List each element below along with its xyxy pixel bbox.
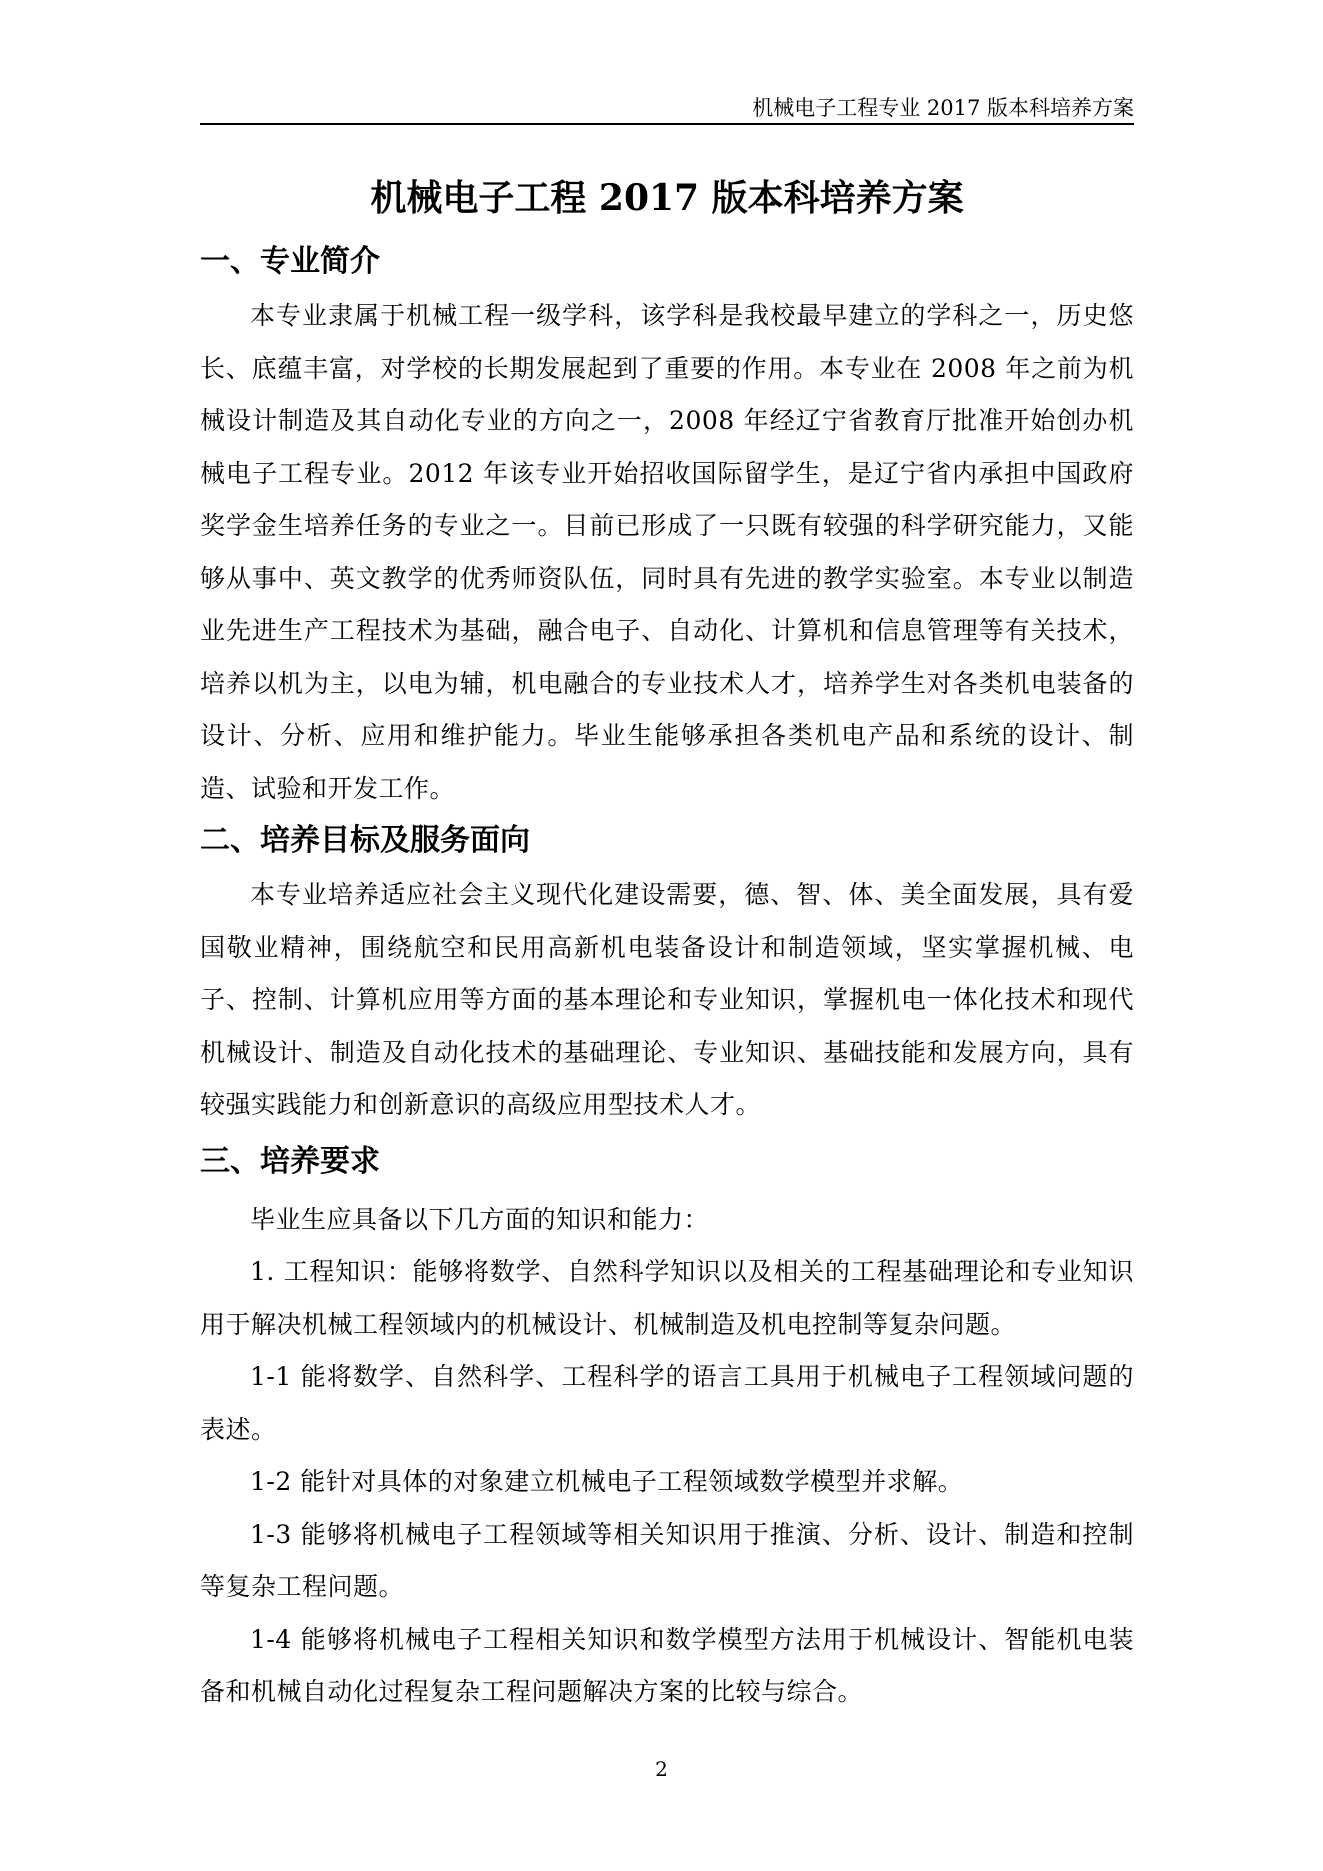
paragraph: 毕业生应具备以下几方面的知识和能力： [250,1204,710,1234]
paragraph: 本专业培养适应社会主义现代化建设需要，德、智、体、美全面发展，具有爱国敬业精神，围绕航空和民用高新机电装备设计和制造领域，坚实掌握机械、电子、控制、计算机应用等方面的基本理论和专业知识，掌握机电一体化技术和现代机械设计、制造及自动化技术的基础理论、专业知识、基础技能和发展方向，具有较强实践能力和创新意识的高级应用型技术人才。 [200,880,1134,1119]
section-requirements [200,1140,1134,1719]
page-title: 机械电子工程 2017 版本科培养方案 [370,177,964,219]
requirement-item: 1-2 能针对具体的对象建立机械电子工程领域数学模型并求解。 [250,1467,964,1496]
section-objectives [200,819,1134,1132]
section-heading: 三、培养要求 [200,1143,380,1179]
requirement-item: 1-1 能将数学、自然科学、工程科学的语言工具用于机械电子工程领域问题的表述。 [200,1362,1134,1444]
requirement-item: 1-3 能够将机械电子工程领域等相关知识用于推演、分析、设计、制造和控制等复杂工程问题。 [200,1519,1134,1601]
page-number: 2 [655,1757,668,1781]
paragraph: 本专业隶属于机械工程一级学科，该学科是我校最早建立的学科之一，历史悠长、底蕴丰富，对学校的长期发展起到了重要的作用。本专业在 2008 年之前为机械设计制造及其自动化专业的方向之一，2008 年经辽宁省教育厅批准开始创办机械电子工程专业。2012 年该专业开始招收国际留学生，是辽宁省内承担中国政府奖学金生培养任务的专业之一。目前已形成了一只既有较强的科学研究能力，又能够从事中、英文教学的优秀师资队伍，同时具有先进的教学实验室。本专业以制造业先进生产工程技术为基础，融合电子、自动化、计算机和信息管理等有关技术，培养以机为主，以电为辅，机电融合的专业技术人才，培养学生对各类机电装备的设计、分析、应用和维护能力。毕业生能够承担各类机电产品和系统的设计、制造、试验和开发工作。 [200,301,1134,803]
section-introduction [200,240,1134,815]
running-header: 机械电子工程专业 2017 版本科培养方案 [752,96,1134,120]
document-body [200,240,1134,1719]
requirement-item: 1. 工程知识：能够将数学、自然科学知识以及相关的工程基础理论和专业知识用于解决机械工程领域内的机械设计、机械制造及机电控制等复杂问题。 [200,1257,1134,1339]
section-heading: 一、专业简介 [200,244,380,279]
header-rule [200,123,1134,125]
section-heading: 二、培养目标及服务面向 [200,823,530,858]
requirement-item: 1-4 能够将机械电子工程相关知识和数学模型方法用于机械设计、智能机电装备和机械自动化过程复杂工程问题解决方案的比较与综合。 [200,1624,1134,1706]
